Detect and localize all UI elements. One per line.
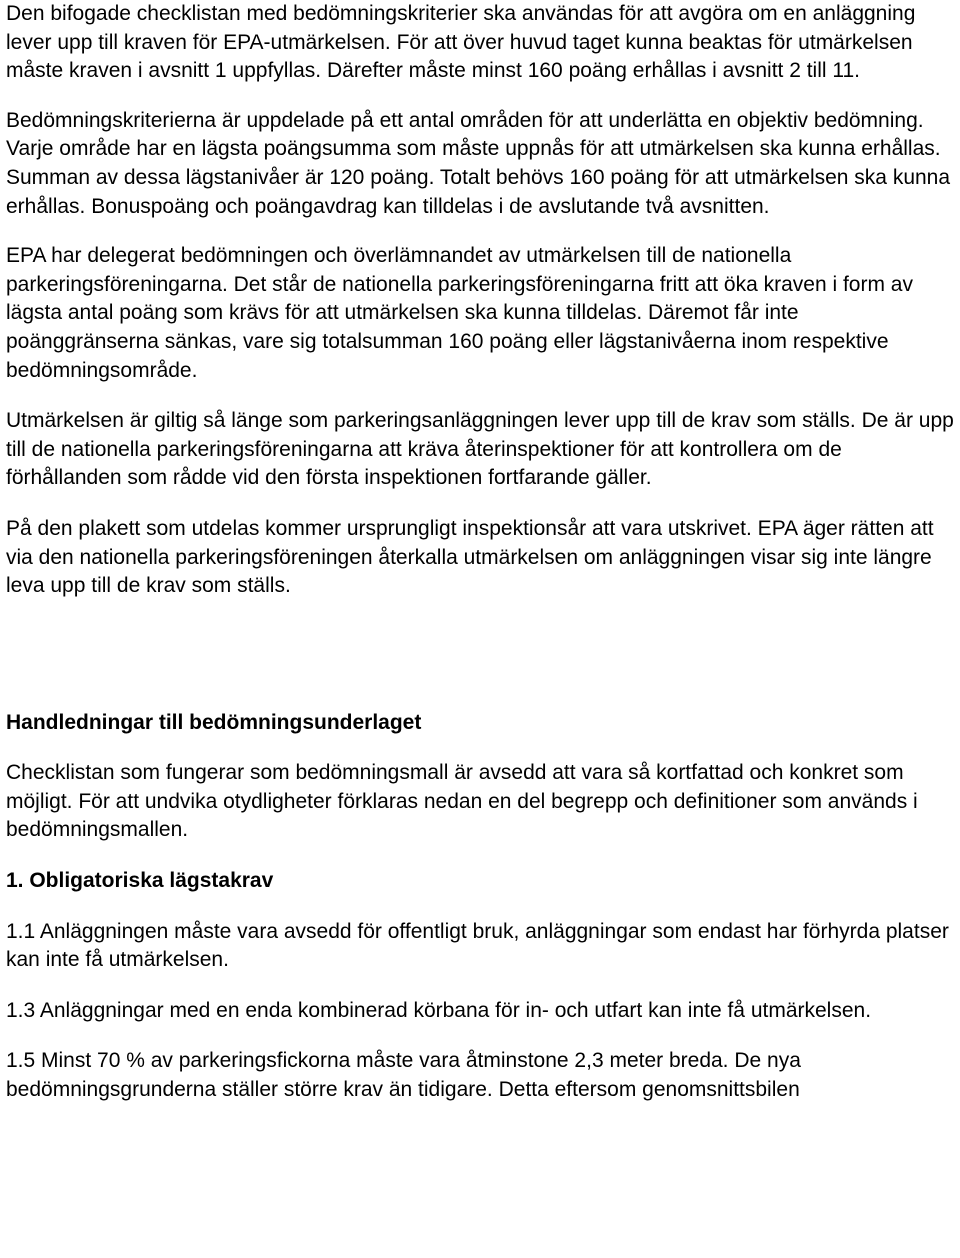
subsection-heading: 1. Obligatoriska lägstakrav (6, 869, 274, 893)
paragraph-intro-2: Bedömningskriterierna är uppdelade på ett antal områden för att underlätta en objektiv bedömning. Varje område har en lägsta poängsumma som måste uppnås för att utmärkelsen ska kunna erhållas. Summan av dessa lägstanivåer är 120 poäng. Totalt behövs 160 poäng för att utmärkelsen ska kunna erhållas. Bonuspoäng och poängavdrag kan tilldelas i de avslutande två avsnitten. (6, 108, 951, 218)
requirement-1-3: 1.3 Anläggningar med en enda kombinerad körbana för in- och utfart kan inte få utmärkelsen. (6, 998, 872, 1022)
document-page (6, 0, 956, 1105)
requirement-1-5: 1.5 Minst 70 % av parkeringsfickorna måste vara åtminstone 2,3 meter breda. De nya bedömningsgrunderna ställer större krav än tidigare. Detta eftersom genomsnittsbilen (6, 1049, 801, 1102)
paragraph-intro-3: EPA har delegerat bedömningen och överlämnandet av utmärkelsen till de nationella parkeringsföreningarna. Det står de nationella parkeringsföreningarna fritt att öka kraven i form av lägsta antal poäng som krävs för att utmärkelsen ska kunna tilldelas. Däremot får inte poänggränserna sänkas, vare sig totalsumman 160 poäng eller lägstanivåerna inom respektive bedömningsområde. (6, 244, 913, 382)
paragraph-intro-4: Utmärkelsen är giltig så länge som parkeringsanläggningen lever upp till de krav som ställs. De är upp till de nationella parkeringsföreningarna att kräva återinspektioner för att kontrollera om de förhållanden som rådde vid den första inspektionen fortfarande gäller. (6, 409, 954, 490)
paragraph-intro-5: På den plakett som utdelas kommer ursprungligt inspektionsår att vara utskrivet. EPA äger rätten att via den nationella parkeringsföreningen återkalla utmärkelsen om anläggningen visar sig inte längre leva upp till de krav som ställs. (6, 516, 934, 598)
paragraph-intro-1: Den bifogade checklistan med bedömningskriterier ska användas för att avgöra om en anläggning lever upp till kraven för EPA-utmärkelsen. För att över huvud taget kunna beaktas för utmärkelsen måste kraven i avsnitt 1 uppfyllas. Därefter måste minst 160 poäng erhållas i avsnitt 2 till 11. (6, 2, 916, 83)
requirement-1-1: 1.1 Anläggningen måste vara avsedd för offentligt bruk, anläggningar som endast har förhyrda platser kan inte få utmärkelsen. (6, 919, 949, 972)
section-heading: Handledningar till bedömningsunderlaget (6, 710, 422, 734)
section-intro: Checklistan som fungerar som bedömningsmall är avsedd att vara så kortfattad och konkret som möjligt. För att undvika otydligheter förklaras nedan en del begrepp och definitioner som används i bedömningsmallen. (6, 761, 918, 842)
